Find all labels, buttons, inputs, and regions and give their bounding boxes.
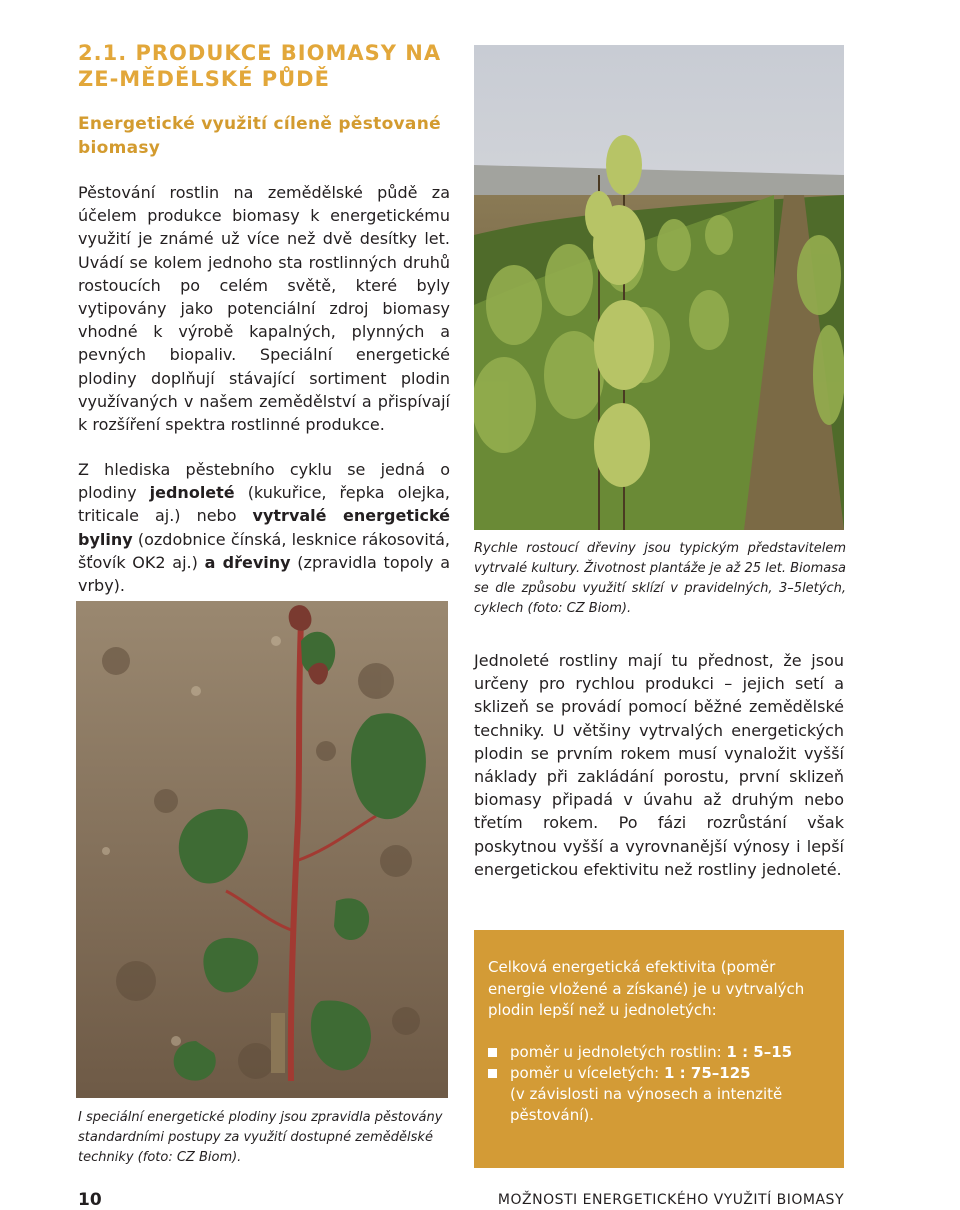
list-item: [488, 1042, 830, 1063]
text-run: (kukuřice, řepka olejka, triticale aj.) nebo: [78, 483, 450, 526]
running-title: MOŽNOSTI ENERGETICKÉHO VYUŽITÍ BIOMASY: [497, 1192, 844, 1208]
infobox-list: [488, 1042, 830, 1126]
paragraph-crop-types: [78, 458, 450, 597]
term-woody-plants: a dřeviny: [204, 552, 291, 572]
seedling-photo: [76, 601, 448, 1098]
list-item-note: (v závislosti na výnosech a intenzitě pěstování).: [510, 1084, 783, 1124]
square-bullet-icon: [488, 1069, 497, 1078]
paragraph-intro: Pěstování rostlin na zemědělské půdě za účelem produkce biomasy k energetickému využití je známé už více než dvě desítky let. Uvádí se kolem jednoho sta rostlinných druhů rostoucích po celém světě, které byly vytipovány jako potenciální zdroj biomasy vhodné k výrobě kapalných, plynných a pevných biopaliv. Speciální energetické plodiny doplňují stávající sortiment plodin využívaných v našem zemědělství a přispívají k rozšíření spektra rostlinné produkce.: [78, 183, 450, 435]
list-item-text: poměr u jednoletých rostlin:: [510, 1042, 727, 1061]
square-bullet-icon: [488, 1048, 497, 1057]
caption-seedling-photo: I speciální energetické plodiny jsou zpravidla pěstovány standardními postupy za využití dostupné zemědělské techniky (foto: CZ Biom).: [78, 1110, 443, 1165]
efficiency-infobox: [474, 930, 844, 1168]
page-number: 10: [78, 1190, 102, 1210]
poplar-plantation-photo: [474, 45, 844, 530]
caption-poplar-photo: Rychle rostoucí dřeviny jsou typickým představitelem vytrvalé kultury. Životnost plantáže je až 25 let. Biomasa se dle způsobu využití sklízí v pravidelných, 3–5letých, cyklech (foto: CZ Biom).: [474, 541, 846, 616]
section-heading: 2.1. PRODUKCE BIOMASY NA ZE-MĚDĚLSKÉ PŮDĚ: [78, 41, 442, 91]
infobox-intro: Celková energetická efektivita (poměr energie vložené a získané) je u vytrvalých plodin lepší než u jednoletých:: [488, 958, 805, 1019]
text-run: (zpravidla topoly a vrby).: [78, 552, 451, 596]
paragraph-annual-vs-perennial: Jednoleté rostliny mají tu přednost, že jsou určeny pro rychlou produkci – jejich setí a sklizeň se provádí pomocí běžné zemědělské techniky. U většiny vytrvalých energetických plodin se prvním rokem musí vynaložit vyšší náklady při zakládání porostu, první sklizeň biomasy připadá v úvahu až druhým nebo třetím rokem. Po fázi rozrůstání však poskytnou vyšší a vyrovnanější výnosy i lepší energetickou efektivitu než rostliny jednoleté.: [474, 651, 844, 879]
term-perennial-herbs: vytrvalé energetické byliny: [78, 506, 451, 549]
ratio-value: 1 : 75–125: [664, 1063, 751, 1082]
subsection-heading: Energetické využití cíleně pěstované biomasy: [78, 114, 441, 158]
text-run: Z hlediska pěstebního cyklu se jedná o plodiny: [78, 460, 450, 503]
list-item: [488, 1063, 830, 1126]
list-item-text: poměr u víceletých:: [510, 1063, 664, 1082]
term-annual: jednoleté: [149, 483, 235, 503]
text-run: (ozdobnice čínská, lesknice rákosovitá, šťovík OK2 aj.): [78, 529, 450, 572]
ratio-value: 1 : 5–15: [726, 1042, 793, 1061]
